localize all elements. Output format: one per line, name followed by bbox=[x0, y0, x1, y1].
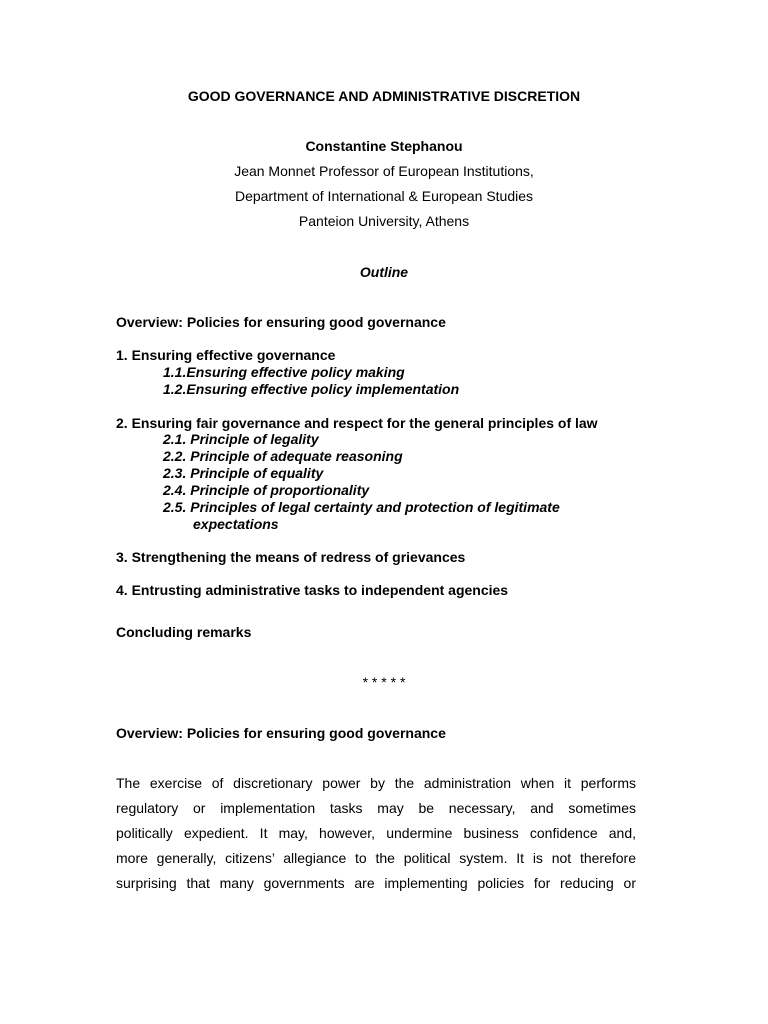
section-separator: * * * * * bbox=[362, 674, 406, 690]
outline-subsection: 2.1. Principle of legality bbox=[163, 431, 319, 447]
outline-subsection: 2.4. Principle of proportionality bbox=[163, 482, 370, 498]
outline-subsection-continued: expectations bbox=[193, 516, 279, 532]
outline-concluding-remarks: Concluding remarks bbox=[116, 624, 252, 640]
outline-subsection: 1.2.Ensuring effective policy implementation bbox=[163, 381, 460, 397]
outline-section-1: 1. Ensuring effective governance bbox=[116, 347, 336, 363]
paragraph-line: politically expedient. It may, however, undermine business confidence and, bbox=[116, 825, 636, 841]
author-name: Constantine Stephanou bbox=[305, 138, 463, 154]
outline-subsection: 1.1.Ensuring effective policy making bbox=[163, 364, 405, 380]
author-university: Panteion University, Athens bbox=[298, 213, 470, 229]
paragraph-line: regulatory or implementation tasks may be necessary, and sometimes bbox=[116, 800, 636, 816]
document-title: GOOD GOVERNANCE AND ADMINISTRATIVE DISCRETION bbox=[187, 88, 581, 104]
paragraph-line: more generally, citizens’ allegiance to the political system. It is not therefore bbox=[116, 850, 636, 866]
outline-subsection: 2.2. Principle of adequate reasoning bbox=[163, 448, 403, 464]
outline-section-3: 3. Strengthening the means of redress of grievances bbox=[116, 549, 466, 565]
outline-heading: Outline bbox=[359, 264, 409, 280]
outline-section-4: 4. Entrusting administrative tasks to independent agencies bbox=[116, 582, 509, 598]
paragraph-line: surprising that many governments are implementing policies for reducing or bbox=[116, 875, 636, 891]
body-paragraph bbox=[116, 771, 636, 896]
paragraph-line: The exercise of discretionary power by the administration when it performs bbox=[116, 775, 636, 791]
body-section-heading: Overview: Policies for ensuring good governance bbox=[116, 725, 446, 741]
author-position: Jean Monnet Professor of European Institutions, bbox=[234, 163, 534, 179]
outline-section-2: 2. Ensuring fair governance and respect for the general principles of law bbox=[116, 415, 598, 431]
outline-subsection: 2.5. Principles of legal certainty and protection of legitimate bbox=[163, 499, 560, 515]
outline-subsection: 2.3. Principle of equality bbox=[163, 465, 324, 481]
outline-overview: Overview: Policies for ensuring good governance bbox=[116, 314, 446, 330]
author-department: Department of International & European Studies bbox=[234, 188, 534, 204]
